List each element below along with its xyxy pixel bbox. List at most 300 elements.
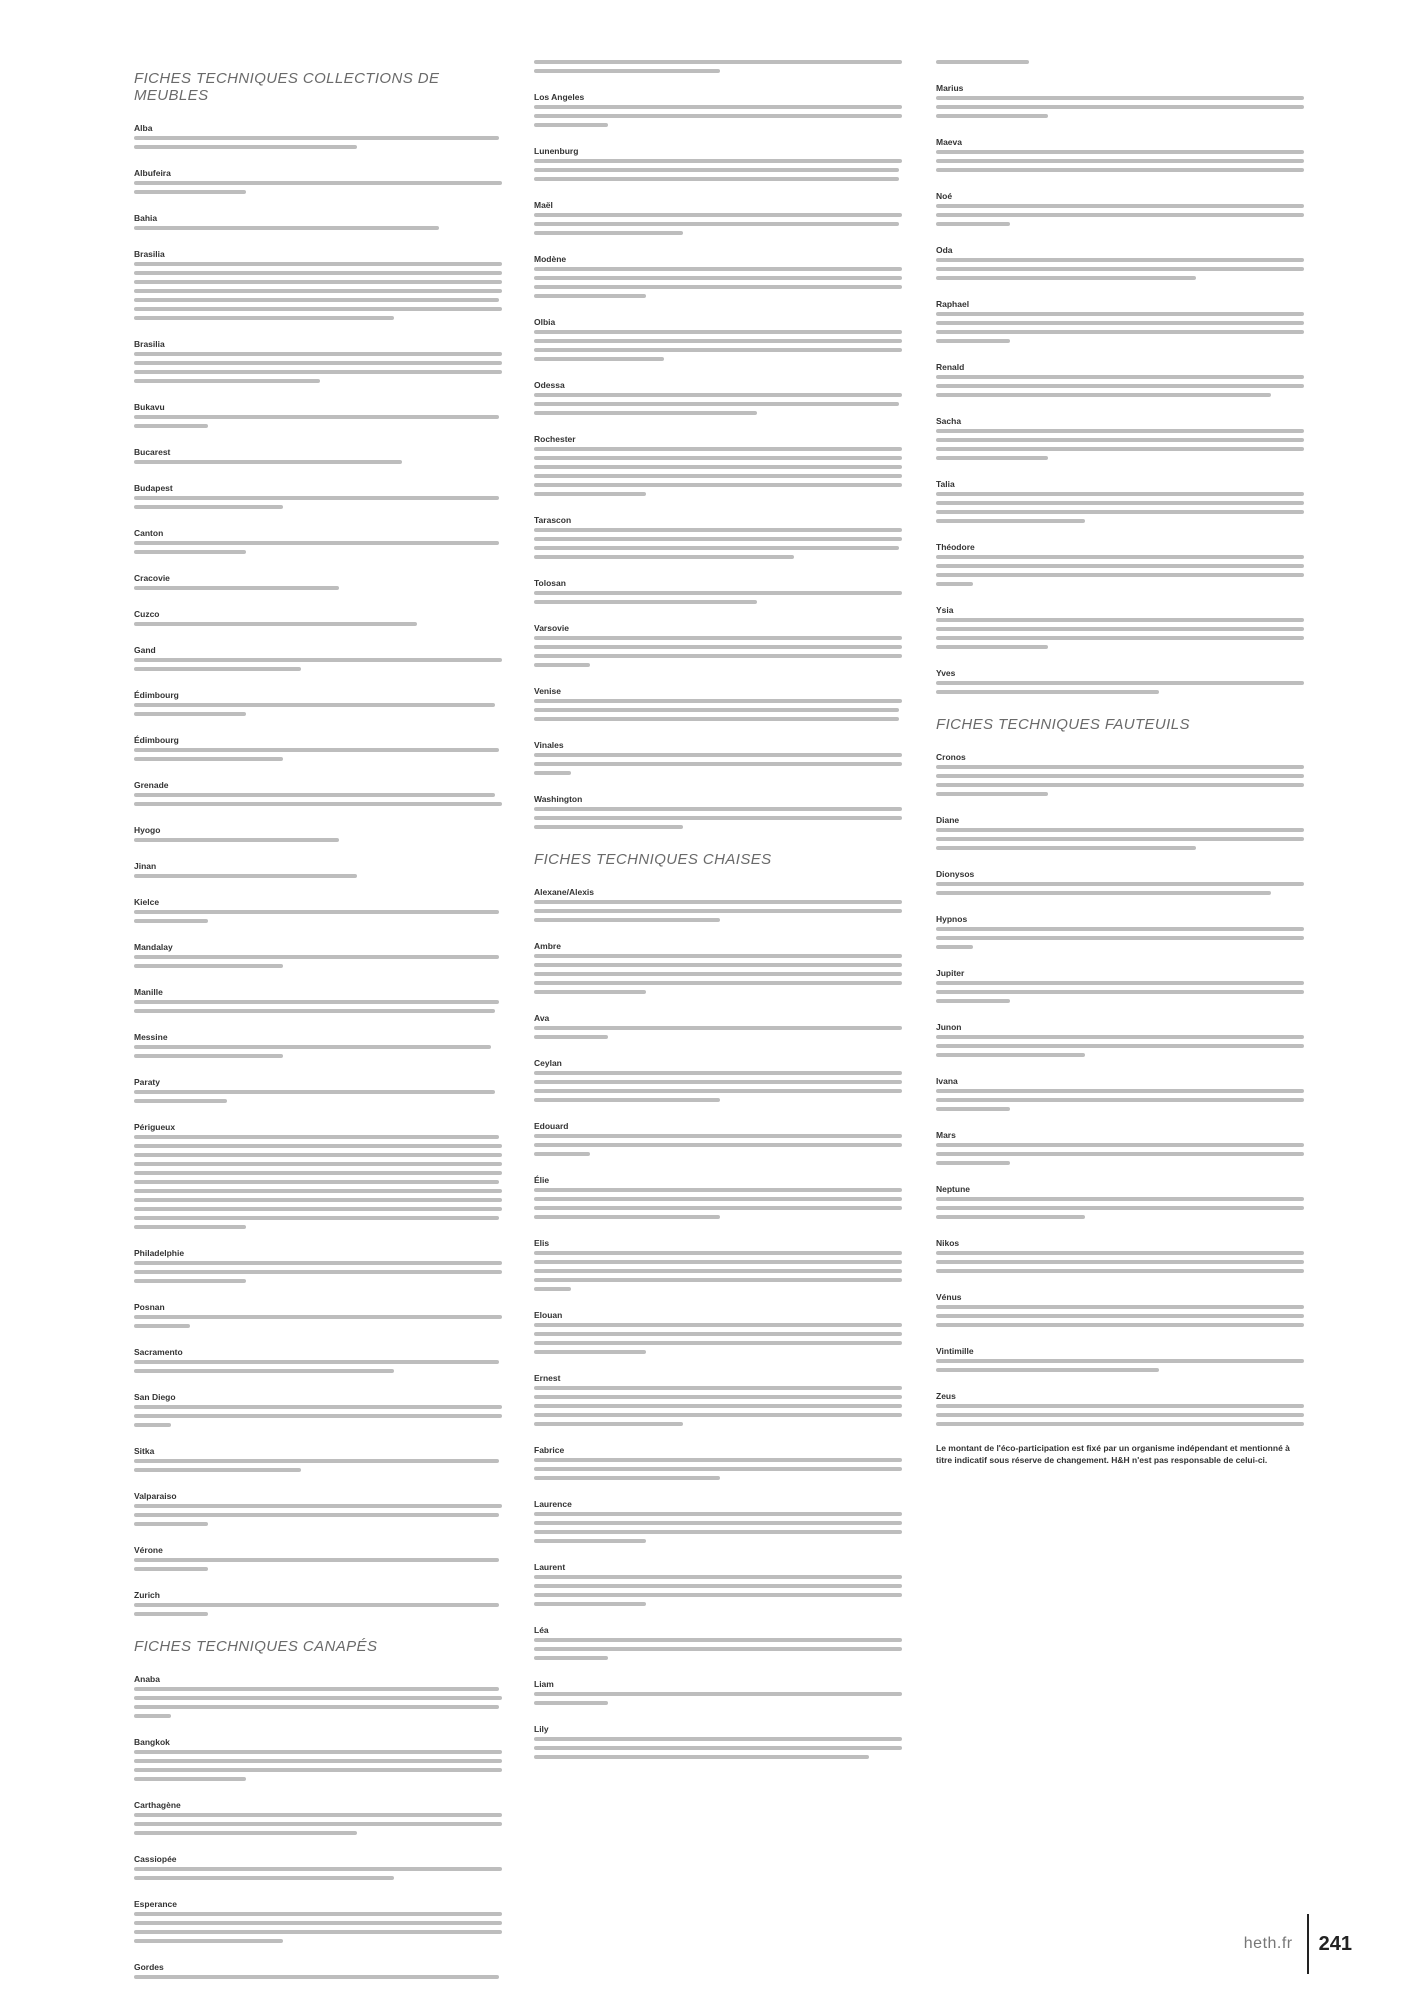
text-line-placeholder bbox=[134, 1198, 502, 1202]
text-line-placeholder bbox=[534, 1278, 902, 1282]
text-line-placeholder bbox=[134, 874, 357, 878]
entry-name: Grenade bbox=[134, 780, 169, 790]
text-line-placeholder bbox=[134, 190, 246, 194]
entry-name: Bangkok bbox=[134, 1737, 170, 1747]
page-footer bbox=[1244, 1914, 1352, 1974]
entry-name: Messine bbox=[134, 1032, 168, 1042]
text-line-placeholder bbox=[936, 837, 1304, 841]
text-line-placeholder bbox=[534, 177, 899, 181]
list-item bbox=[134, 1117, 506, 1229]
text-line-placeholder bbox=[936, 1053, 1085, 1057]
text-line-placeholder bbox=[534, 1521, 902, 1525]
text-line-placeholder bbox=[936, 555, 1304, 559]
entry-name: Vérone bbox=[134, 1545, 163, 1555]
text-line-placeholder bbox=[534, 213, 902, 217]
list-item bbox=[936, 186, 1308, 226]
text-line-placeholder bbox=[134, 298, 499, 302]
list-item bbox=[134, 1297, 506, 1328]
list-item bbox=[534, 618, 906, 667]
text-line-placeholder bbox=[936, 447, 1304, 451]
entry-name: Rochester bbox=[534, 434, 576, 444]
text-line-placeholder bbox=[936, 114, 1048, 118]
entry-name: Raphael bbox=[936, 299, 970, 309]
entry-name: Gordes bbox=[134, 1962, 164, 1972]
entry-name: Lily bbox=[534, 1724, 549, 1734]
text-line-placeholder bbox=[936, 990, 1304, 994]
text-line-placeholder bbox=[936, 1143, 1304, 1147]
entry-name: Paraty bbox=[134, 1077, 160, 1087]
entry-name: Tarascon bbox=[534, 515, 572, 525]
text-line-placeholder bbox=[534, 717, 899, 721]
text-line-placeholder bbox=[534, 591, 902, 595]
list-item bbox=[534, 60, 906, 73]
text-line-placeholder bbox=[534, 276, 902, 280]
list-item bbox=[134, 1849, 506, 1880]
list-item bbox=[534, 789, 906, 829]
text-line-placeholder bbox=[134, 541, 499, 545]
text-line-placeholder bbox=[936, 1305, 1304, 1309]
entry-name: Dionysos bbox=[936, 869, 975, 879]
entry-name: Neptune bbox=[936, 1184, 970, 1194]
text-line-placeholder bbox=[534, 1737, 902, 1741]
text-line-placeholder bbox=[534, 1575, 902, 1579]
text-line-placeholder bbox=[134, 550, 246, 554]
footer-divider bbox=[1307, 1914, 1309, 1974]
text-line-placeholder bbox=[534, 1080, 902, 1084]
text-line-placeholder bbox=[134, 1144, 502, 1148]
text-line-placeholder bbox=[534, 1584, 902, 1588]
entry-name: Junon bbox=[936, 1022, 962, 1032]
text-line-placeholder bbox=[534, 402, 899, 406]
text-line-placeholder bbox=[534, 918, 720, 922]
entry-name: Nikos bbox=[936, 1238, 960, 1248]
text-line-placeholder bbox=[534, 492, 646, 496]
text-line-placeholder bbox=[534, 411, 757, 415]
text-line-placeholder bbox=[534, 663, 590, 667]
list-item bbox=[134, 604, 506, 626]
entry-name: Théodore bbox=[936, 542, 975, 552]
entry-name: Vintimille bbox=[936, 1346, 974, 1356]
section-title-chaises: FICHES TECHNIQUES CHAISES bbox=[534, 851, 772, 868]
entry-name: Liam bbox=[534, 1679, 554, 1689]
text-line-placeholder bbox=[534, 1746, 902, 1750]
text-line-placeholder bbox=[134, 703, 495, 707]
text-line-placeholder bbox=[534, 357, 664, 361]
entry-name: Albufeira bbox=[134, 168, 171, 178]
text-line-placeholder bbox=[534, 447, 902, 451]
text-line-placeholder bbox=[134, 1099, 227, 1103]
entry-name: Mandalay bbox=[134, 942, 173, 952]
list-item bbox=[134, 523, 506, 554]
entry-name: Ceylan bbox=[534, 1058, 562, 1068]
text-line-placeholder bbox=[134, 280, 502, 284]
entry-name: Jinan bbox=[134, 861, 157, 871]
list-item bbox=[134, 856, 506, 878]
list-item bbox=[534, 429, 906, 496]
text-line-placeholder bbox=[936, 828, 1304, 832]
entries-canapes bbox=[134, 1669, 506, 1979]
text-line-placeholder bbox=[936, 681, 1304, 685]
list-item bbox=[534, 195, 906, 235]
text-line-placeholder bbox=[936, 1098, 1304, 1102]
entry-name: Posnan bbox=[134, 1302, 165, 1312]
list-item bbox=[134, 478, 506, 509]
text-line-placeholder bbox=[534, 465, 902, 469]
list-item bbox=[534, 1719, 906, 1759]
entry-name: Gand bbox=[134, 645, 156, 655]
text-line-placeholder bbox=[534, 1458, 902, 1462]
text-line-placeholder bbox=[134, 145, 357, 149]
text-line-placeholder bbox=[134, 1612, 208, 1616]
text-line-placeholder bbox=[534, 654, 902, 658]
text-line-placeholder bbox=[134, 379, 320, 383]
list-item bbox=[936, 810, 1308, 850]
text-line-placeholder bbox=[534, 1413, 902, 1417]
text-line-placeholder bbox=[134, 919, 208, 923]
list-item bbox=[936, 474, 1308, 523]
entry-name: San Diego bbox=[134, 1392, 176, 1402]
text-line-placeholder bbox=[534, 1755, 869, 1759]
text-line-placeholder bbox=[534, 1215, 720, 1219]
text-line-placeholder bbox=[534, 330, 902, 334]
text-line-placeholder bbox=[134, 1921, 502, 1925]
entry-name: Fabrice bbox=[534, 1445, 565, 1455]
text-line-placeholder bbox=[134, 1468, 301, 1472]
entry-name: Maël bbox=[534, 200, 553, 210]
entry-name: Venise bbox=[534, 686, 561, 696]
text-line-placeholder bbox=[134, 1705, 499, 1709]
text-line-placeholder bbox=[936, 627, 1304, 631]
text-line-placeholder bbox=[534, 1269, 902, 1273]
list-item bbox=[134, 640, 506, 671]
text-line-placeholder bbox=[534, 285, 902, 289]
list-item bbox=[134, 208, 506, 230]
text-line-placeholder bbox=[134, 1414, 502, 1418]
text-line-placeholder bbox=[534, 1188, 902, 1192]
section-title-fauteuils: FICHES TECHNIQUES FAUTEUILS bbox=[936, 716, 1190, 733]
text-line-placeholder bbox=[134, 496, 499, 500]
text-line-placeholder bbox=[534, 645, 902, 649]
text-line-placeholder bbox=[936, 582, 973, 586]
text-line-placeholder bbox=[134, 1423, 171, 1427]
text-line-placeholder bbox=[134, 748, 499, 752]
text-line-placeholder bbox=[936, 384, 1304, 388]
list-item bbox=[534, 375, 906, 415]
entry-name: Ambre bbox=[534, 941, 561, 951]
text-line-placeholder bbox=[534, 699, 902, 703]
entry-name: Valparaiso bbox=[134, 1491, 177, 1501]
text-line-placeholder bbox=[134, 1171, 502, 1175]
text-line-placeholder bbox=[534, 1692, 902, 1696]
text-line-placeholder bbox=[134, 1831, 357, 1835]
text-line-placeholder bbox=[936, 1413, 1304, 1417]
text-line-placeholder bbox=[534, 1593, 902, 1597]
text-line-placeholder bbox=[936, 765, 1304, 769]
text-line-placeholder bbox=[134, 1696, 502, 1700]
text-line-placeholder bbox=[134, 1315, 502, 1319]
site-url[interactable]: heth.fr bbox=[1243, 1935, 1293, 1952]
text-line-placeholder bbox=[534, 483, 902, 487]
text-line-placeholder bbox=[534, 816, 902, 820]
list-item bbox=[936, 1071, 1308, 1111]
text-line-placeholder bbox=[134, 1939, 283, 1943]
entry-name: Los Angeles bbox=[534, 92, 585, 102]
entry-name: Vénus bbox=[936, 1292, 962, 1302]
list-item bbox=[134, 892, 506, 923]
list-item bbox=[534, 573, 906, 604]
list-item bbox=[936, 78, 1308, 118]
list-item bbox=[936, 1125, 1308, 1165]
entry-name: Laurence bbox=[534, 1499, 572, 1509]
text-line-placeholder bbox=[936, 150, 1304, 154]
text-line-placeholder bbox=[134, 1279, 246, 1283]
text-line-placeholder bbox=[936, 927, 1304, 931]
entry-name: Bahia bbox=[134, 213, 158, 223]
text-line-placeholder bbox=[534, 537, 902, 541]
text-line-placeholder bbox=[936, 1161, 1010, 1165]
list-item bbox=[534, 87, 906, 127]
text-line-placeholder bbox=[534, 123, 608, 127]
entry-name: Diane bbox=[936, 815, 960, 825]
text-line-placeholder bbox=[936, 1035, 1304, 1039]
entry-name: Carthagène bbox=[134, 1800, 181, 1810]
text-line-placeholder bbox=[534, 753, 902, 757]
text-line-placeholder bbox=[936, 60, 1029, 64]
list-item bbox=[936, 1017, 1308, 1057]
text-line-placeholder bbox=[534, 1701, 608, 1705]
text-line-placeholder bbox=[936, 501, 1304, 505]
text-line-placeholder bbox=[134, 838, 339, 842]
entry-name: Yves bbox=[936, 668, 956, 678]
entry-name: Canton bbox=[134, 528, 164, 538]
entry-name: Alba bbox=[134, 123, 153, 133]
entry-name: Cronos bbox=[936, 752, 966, 762]
text-line-placeholder bbox=[534, 981, 902, 985]
text-line-placeholder bbox=[936, 204, 1304, 208]
text-line-placeholder bbox=[534, 954, 902, 958]
list-item bbox=[134, 334, 506, 383]
text-line-placeholder bbox=[534, 1647, 902, 1651]
entry-name: Modène bbox=[534, 254, 567, 264]
list-item bbox=[534, 735, 906, 775]
text-line-placeholder bbox=[936, 267, 1304, 271]
text-line-placeholder bbox=[134, 1567, 208, 1571]
text-line-placeholder bbox=[936, 96, 1304, 100]
text-line-placeholder bbox=[534, 267, 902, 271]
list-item bbox=[134, 1732, 506, 1781]
entry-name: Périgueux bbox=[134, 1122, 176, 1132]
text-line-placeholder bbox=[134, 1090, 495, 1094]
text-line-placeholder bbox=[134, 1813, 502, 1817]
text-line-placeholder bbox=[134, 1369, 394, 1373]
text-line-placeholder bbox=[936, 429, 1304, 433]
list-item bbox=[134, 1243, 506, 1283]
text-line-placeholder bbox=[134, 1054, 283, 1058]
text-line-placeholder bbox=[534, 1539, 646, 1543]
list-item bbox=[936, 294, 1308, 343]
list-item bbox=[534, 1305, 906, 1354]
text-line-placeholder bbox=[534, 1638, 902, 1642]
text-line-placeholder bbox=[534, 990, 646, 994]
text-line-placeholder bbox=[936, 945, 973, 949]
text-line-placeholder bbox=[534, 528, 902, 532]
text-line-placeholder bbox=[936, 258, 1304, 262]
entry-name: Oda bbox=[936, 245, 953, 255]
text-line-placeholder bbox=[936, 783, 1304, 787]
entry-name: Élie bbox=[534, 1175, 550, 1185]
text-line-placeholder bbox=[534, 1386, 902, 1390]
text-line-placeholder bbox=[134, 1360, 499, 1364]
entry-name: Alexane/Alexis bbox=[534, 887, 595, 897]
text-line-placeholder bbox=[936, 276, 1196, 280]
list-item bbox=[134, 442, 506, 464]
text-line-placeholder bbox=[134, 361, 502, 365]
text-line-placeholder bbox=[534, 1656, 608, 1660]
list-item bbox=[936, 537, 1308, 586]
text-line-placeholder bbox=[134, 370, 502, 374]
text-line-placeholder bbox=[134, 415, 499, 419]
text-line-placeholder bbox=[534, 348, 902, 352]
entry-name: Maeva bbox=[936, 137, 962, 147]
text-line-placeholder bbox=[936, 936, 1304, 940]
list-item bbox=[534, 1620, 906, 1660]
text-line-placeholder bbox=[134, 271, 502, 275]
text-line-placeholder bbox=[534, 168, 899, 172]
list-item bbox=[134, 820, 506, 842]
text-line-placeholder bbox=[936, 519, 1085, 523]
list-item bbox=[534, 1170, 906, 1219]
text-line-placeholder bbox=[134, 910, 499, 914]
text-line-placeholder bbox=[534, 1143, 902, 1147]
text-line-placeholder bbox=[936, 321, 1304, 325]
text-line-placeholder bbox=[134, 757, 283, 761]
entry-name: Elis bbox=[534, 1238, 550, 1248]
page-number: 241 bbox=[1318, 1932, 1352, 1955]
text-line-placeholder bbox=[936, 1404, 1304, 1408]
text-line-placeholder bbox=[534, 555, 794, 559]
list-item bbox=[534, 249, 906, 298]
text-line-placeholder bbox=[936, 1044, 1304, 1048]
text-line-placeholder bbox=[134, 226, 439, 230]
entry-name: Tolosan bbox=[534, 578, 566, 588]
list-item bbox=[534, 1557, 906, 1606]
text-line-placeholder bbox=[936, 891, 1271, 895]
text-line-placeholder bbox=[936, 636, 1304, 640]
text-line-placeholder bbox=[534, 1071, 902, 1075]
text-line-placeholder bbox=[936, 1422, 1304, 1426]
entry-name: Olbia bbox=[534, 317, 556, 327]
text-line-placeholder bbox=[134, 667, 301, 671]
text-line-placeholder bbox=[936, 222, 1010, 226]
text-line-placeholder bbox=[134, 1777, 246, 1781]
text-line-placeholder bbox=[134, 1009, 495, 1013]
text-line-placeholder bbox=[134, 1504, 502, 1508]
entry-name: Laurent bbox=[534, 1562, 566, 1572]
text-line-placeholder bbox=[534, 1251, 902, 1255]
text-line-placeholder bbox=[534, 1260, 902, 1264]
text-line-placeholder bbox=[534, 1035, 608, 1039]
text-line-placeholder bbox=[134, 307, 502, 311]
text-line-placeholder bbox=[534, 1332, 902, 1336]
text-line-placeholder bbox=[134, 1558, 499, 1562]
text-line-placeholder bbox=[936, 564, 1304, 568]
entry-name: Brasilia bbox=[134, 339, 165, 349]
text-line-placeholder bbox=[534, 222, 899, 226]
text-line-placeholder bbox=[936, 1269, 1304, 1273]
list-item bbox=[936, 60, 1308, 64]
entry-name: Sacramento bbox=[134, 1347, 183, 1357]
entry-name: Hyogo bbox=[134, 825, 161, 835]
text-line-placeholder bbox=[134, 622, 417, 626]
entry-name: Anaba bbox=[134, 1674, 160, 1684]
text-line-placeholder bbox=[134, 262, 502, 266]
entry-name: Kielce bbox=[134, 897, 160, 907]
list-item bbox=[134, 1387, 506, 1427]
entry-name: Renald bbox=[936, 362, 965, 372]
list-item bbox=[534, 510, 906, 559]
text-line-placeholder bbox=[936, 1359, 1304, 1363]
list-item bbox=[134, 1957, 506, 1979]
section-title-canapes: FICHES TECHNIQUES CANAPÉS bbox=[134, 1638, 378, 1655]
text-line-placeholder bbox=[134, 1750, 502, 1754]
text-line-placeholder bbox=[936, 312, 1304, 316]
text-line-placeholder bbox=[534, 339, 902, 343]
text-line-placeholder bbox=[936, 792, 1048, 796]
entries-chaises bbox=[534, 882, 906, 1759]
entry-name: Léa bbox=[534, 1625, 549, 1635]
text-line-placeholder bbox=[936, 774, 1304, 778]
text-line-placeholder bbox=[936, 573, 1304, 577]
list-item bbox=[534, 681, 906, 721]
text-line-placeholder bbox=[534, 159, 902, 163]
list-item bbox=[134, 568, 506, 590]
text-line-placeholder bbox=[936, 159, 1304, 163]
list-item bbox=[936, 1179, 1308, 1219]
list-item bbox=[936, 411, 1308, 460]
text-line-placeholder bbox=[534, 1395, 902, 1399]
text-line-placeholder bbox=[134, 1261, 502, 1265]
text-line-placeholder bbox=[134, 1045, 491, 1049]
text-line-placeholder bbox=[534, 60, 902, 64]
text-line-placeholder bbox=[936, 1215, 1085, 1219]
entry-name: Odessa bbox=[534, 380, 565, 390]
text-line-placeholder bbox=[534, 1467, 902, 1471]
entries-fauteuils bbox=[936, 747, 1308, 1426]
text-line-placeholder bbox=[534, 546, 899, 550]
text-line-placeholder bbox=[936, 882, 1304, 886]
text-line-placeholder bbox=[134, 1930, 502, 1934]
text-line-placeholder bbox=[936, 1107, 1010, 1111]
text-line-placeholder bbox=[134, 658, 502, 662]
text-line-placeholder bbox=[534, 807, 902, 811]
text-line-placeholder bbox=[936, 1251, 1304, 1255]
text-line-placeholder bbox=[936, 1152, 1304, 1156]
text-line-placeholder bbox=[134, 1603, 499, 1607]
list-item bbox=[936, 1341, 1308, 1372]
entry-name: Cracovie bbox=[134, 573, 170, 583]
column-3 bbox=[936, 60, 1308, 1466]
entry-name: Talia bbox=[936, 479, 955, 489]
text-line-placeholder bbox=[936, 1260, 1304, 1264]
list-item bbox=[936, 357, 1308, 397]
text-line-placeholder bbox=[134, 181, 502, 185]
text-line-placeholder bbox=[936, 168, 1304, 172]
text-line-placeholder bbox=[134, 712, 246, 716]
entry-name: Zeus bbox=[936, 1391, 956, 1401]
list-item bbox=[936, 963, 1308, 1003]
text-line-placeholder bbox=[134, 1876, 394, 1880]
list-item bbox=[134, 1585, 506, 1616]
